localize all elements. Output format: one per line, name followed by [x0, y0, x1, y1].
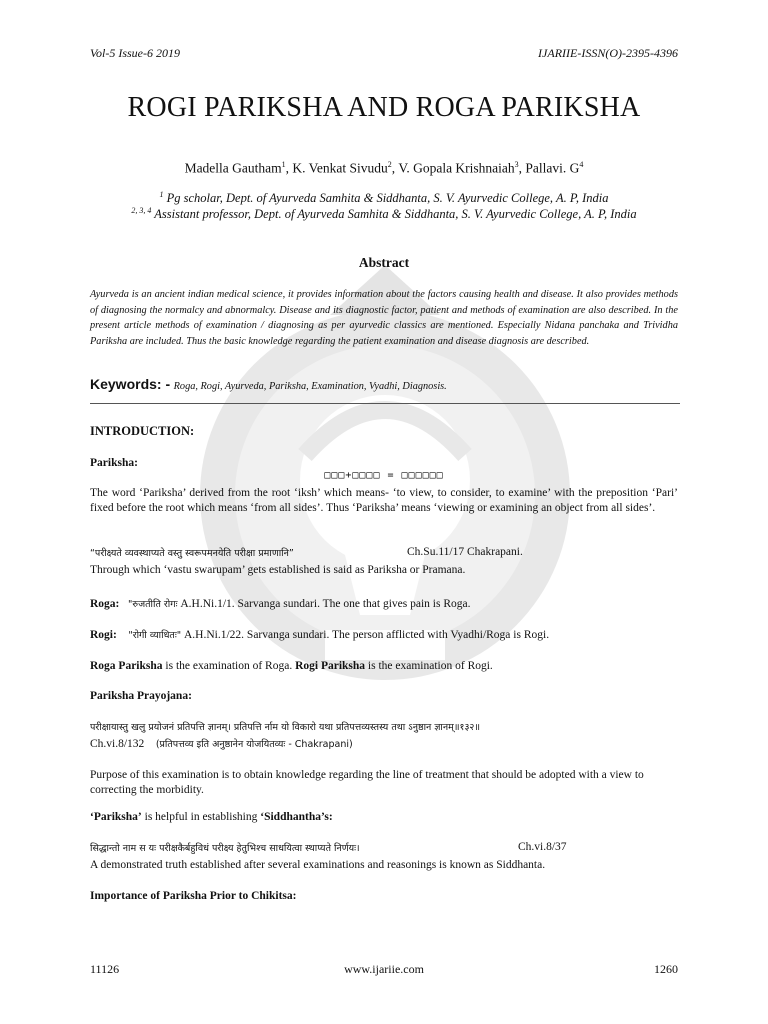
author-name: Pallavi. G	[525, 160, 580, 176]
author-sup: 4	[579, 160, 584, 169]
roga-pariksha-mid: is the examination of Roga.	[162, 660, 296, 672]
siddhanta-sanskrit: सिद्धान्तो नाम स यः परीक्षकैर्बहुविधं परीक्ष्य हेतुभिश्च साधयित्वा स्थाप्यते निर्णयः।	[90, 843, 360, 854]
purpose-paragraph: Purpose of this examination is to obtain knowledge regarding the line of treatment that should be adopted with a view to correcting the morbidity.	[90, 769, 644, 796]
abstract-text: Ayurveda is an ancient indian medical science, it provides information about the factors causing health and disease. It also provides methods of diagnosing the normalcy and abnormalcy. Disease and its diagnostic factor, patient and methods of examination are also described. In the present article methods of examination / diagnosing as per ayurvedic classics are mentioned. Especially Nidana panchaka and Trividha Pariksha are included. Thus the basic knowledge regarding the patient examination and disease diagnosis are described.	[90, 289, 678, 347]
prayojana-reference-line	[90, 737, 678, 753]
pariksha-definition: The word ‘Pariksha’ derived from the root ‘iksh’ which means- ‘to view, to consider, to examine’ with the preposition ‘Pari’ fixed before the root which means ‘from all sides’. Thus ‘Pariksha’ means ‘viewing or examining an object from all sides’.	[90, 487, 678, 514]
importance-heading: Importance of Pariksha Prior to Chikitsa:	[90, 890, 297, 902]
introduction-heading: INTRODUCTION:	[90, 424, 195, 438]
roga-label: Roga:	[90, 598, 120, 610]
rogi-sanskrit: "रोगी व्याधितः"	[128, 630, 182, 641]
roga-line	[90, 597, 678, 613]
paper-title: ROGI PARIKSHA AND ROGA PARIKSHA	[127, 92, 641, 123]
footer-website: www.ijariie.com	[344, 962, 424, 976]
footer-paper-id: 11126	[90, 962, 120, 976]
siddhanta-sanskrit-line	[90, 841, 678, 857]
quote1-sanskrit: “परीक्ष्यते व्यवस्थाप्यते वस्तु स्वरूपमनयेति परीक्षा प्रमाणानि”	[90, 548, 294, 559]
affiliation-sup: 1	[159, 190, 164, 199]
footer-page-number: 1260	[654, 962, 678, 976]
missing-glyphs-line: □□□+□□□□ = □□□□□□	[324, 470, 444, 481]
section-divider	[90, 403, 680, 404]
roga-pariksha-end: is the examination of Rogi.	[365, 660, 493, 672]
affiliation-1	[0, 190, 768, 206]
prayojana-sanskrit: परीक्षायास्तु खलु प्रयोजनं प्रतिपत्ति ज्ञानम्। प्रतिपत्ति र्नाम यो विकारो यथा प्रतिपत्तव्यस्तस्य तथा ऽनुष्ठान ज्ञानम्॥१३२॥	[90, 722, 481, 733]
pariksha-term: ‘Pariksha’	[90, 811, 142, 823]
author-sup: 2	[387, 160, 392, 169]
affiliation-sup: 2, 3, 4	[131, 206, 152, 215]
roga-text: A.H.Ni.1/1. Sarvanga sundari. The one that gives pain is Roga.	[180, 598, 471, 610]
author-name: V. Gopala Krishnaiah	[398, 160, 515, 176]
siddhanta-intro-line	[90, 810, 678, 825]
siddhanta-translation: A demonstrated truth established after several examinations and reasonings is known as Siddhanta.	[90, 859, 546, 871]
siddhanta-reference: Ch.vi.8/37	[518, 841, 567, 853]
helpful-mid: is helpful in establishing	[141, 811, 261, 823]
roga-pariksha-term: Roga Pariksha	[90, 660, 163, 672]
journal-issn-header: IJARIIE-ISSN(O)-2395-4396	[538, 46, 678, 60]
author-sup: 1	[281, 160, 286, 169]
prayojana-sanskrit-line	[90, 720, 678, 736]
keywords-line	[90, 376, 678, 394]
affiliation-text: Assistant professor, Dept. of Ayurveda Samhita & Siddhanta, S. V. Ayurvedic College, A. P, India	[154, 207, 637, 222]
rogi-label: Rogi:	[90, 629, 117, 641]
keywords-label: Keywords: -	[90, 376, 171, 392]
rogi-line	[90, 628, 678, 644]
author-name: Madella Gautham	[184, 160, 282, 176]
quote1-translation: Through which ‘vastu swarupam’ gets established is said as Pariksha or Pramana.	[90, 564, 466, 576]
prayojana-heading: Pariksha Prayojana:	[90, 690, 192, 702]
quote1-reference: Ch.Su.11/17 Chakrapani.	[407, 546, 523, 558]
pariksha-heading: Pariksha:	[90, 457, 138, 469]
siddhantha-term: ‘Siddhantha’s:	[260, 811, 333, 823]
abstract-heading: Abstract	[358, 255, 410, 270]
rogi-text: A.H.Ni.1/22. Sarvanga sundari. The person afflicted with Vyadhi/Roga is Rogi.	[184, 629, 550, 641]
roga-sanskrit: "रुजतीति रोगः	[128, 599, 178, 610]
affiliation-2	[0, 206, 768, 222]
rogi-pariksha-term: Rogi Pariksha	[295, 660, 366, 672]
keywords-text: Roga, Rogi, Ayurveda, Pariksha, Examination, Vyadhi, Diagnosis.	[173, 381, 447, 392]
quote1-line	[90, 546, 678, 562]
author-name: K. Venkat Sivudu	[292, 160, 388, 176]
author-sup: 3	[514, 160, 519, 169]
affiliation-text: Pg scholar, Dept. of Ayurveda Samhita & Siddhanta, S. V. Ayurvedic College, A. P, India	[166, 191, 609, 206]
author-list: Madella Gautham$^1$, K. Venkat Sivudu$^2$, V. Gopala Krishnaiah$^3$, Pallavi. $G^4$	[184, 160, 584, 176]
journal-volume-header: Vol-5 Issue-6 2019	[90, 46, 180, 60]
roga-rogi-pariksha-line	[90, 659, 678, 674]
prayojana-comment: (प्रतिपत्तव्य इति अनुष्ठानेन योजयितव्यः - Chakrapani)	[155, 739, 353, 750]
prayojana-reference: Ch.vi.8/132	[90, 738, 145, 750]
